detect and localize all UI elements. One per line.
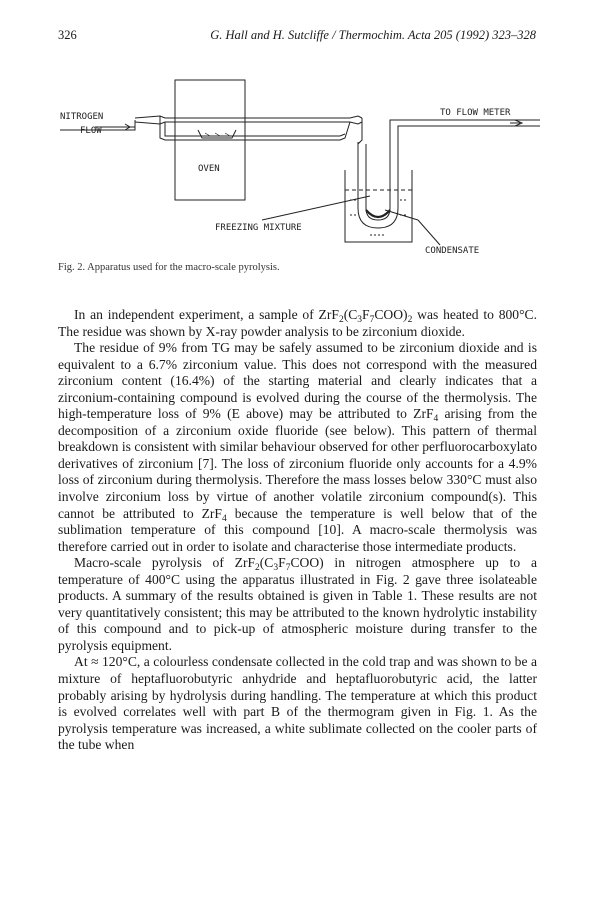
pyrolysis-tube (135, 116, 362, 118)
paragraph-3: Macro-scale pyrolysis of $ZrF_2(C_3F_7COO)$ in nitrogen atmosphere up to a temperature of 400°C using the apparatus illustrated in Fig. 2 gave three isolateable products. A summary of the results obtained is given in Table 1. These results are not very quantitatively consistent; this may be attributed to the known hydrolytic instability of this compound and to pick-up of atmospheric moisture during transfer to the pyrolysis equipment. (58, 555, 537, 653)
freezing-mixture-label: FREEZING MIXTURE (215, 223, 302, 233)
paragraph-1: In an independent experiment, a sample of $ZrF_2(C_3F_7COO)_2$ was heated to 800°C. The residue was shown by X-ray powder analysis to be zirconium dioxide. (58, 307, 537, 339)
page-header (58, 28, 536, 46)
to-flow-meter-label: TO FLOW METER (440, 108, 511, 118)
paragraph-4: At ≈ 120°C, a colourless condensate collected in the cold trap and was shown to be a mixture of heptafluorobutyric anhydride and heptafluorobutyric acid, the latter probably arising by hydrolysis during handling. The temperature at which this product is evolved correlates well with part B of the thermogram given in Fig. 1. As the pyrolysis temperature was increased, a white sublimate collected on the cooler parts of the tube when (58, 654, 537, 753)
freezing-bath (345, 170, 412, 242)
running-title: G. Hall and H. Sutcliffe / Thermochim. Acta 205 (1992) 323–328 (210, 28, 536, 42)
apparatus-figure (40, 60, 560, 275)
nitrogen-label: NITROGEN (60, 112, 104, 122)
condensate-label: CONDENSATE (425, 246, 480, 256)
u-trap (358, 142, 398, 228)
paragraph-2: The residue of 9% from TG may be safely assumed to be zirconium dioxide and is equivalent to a 6.7% zirconium value. This does not correspond with the measured zirconium content (16.4%) of the starting material and clearly indicates that a zirconium-containing compound is evolved during the course of the thermolysis. The high-temperature loss of 9% (E above) may be attributed to ZrF$_4$ arising from the decomposition of a zirconium oxide fluoride (see below). This pattern of thermal breakdown is consistent with similar behaviour observed for other perfluorocarboxylato derivatives of zirconium [7]. The loss of zirconium fluoride only accounts for a 4.9% loss of zirconium during thermolysis. Therefore the mass losses below 330°C must also involve zirconium loss by virtue of another volatile zirconium compound(s). This cannot be attributed to ZrF$_4$ because the temperature is well below that of the sublimation temperature of this compound [10]. A macro-scale thermolysis was therefore carried out in order to isolate and characterise those intermediate products. (58, 340, 537, 554)
page-number: 326 (58, 28, 77, 42)
article-body (58, 307, 537, 754)
apparatus-diagram (40, 60, 560, 270)
flow-label: FLOW (80, 126, 102, 136)
figure-caption: Fig. 2. Apparatus used for the macro-scale pyrolysis. (58, 262, 280, 273)
oven-label: OVEN (198, 164, 220, 174)
